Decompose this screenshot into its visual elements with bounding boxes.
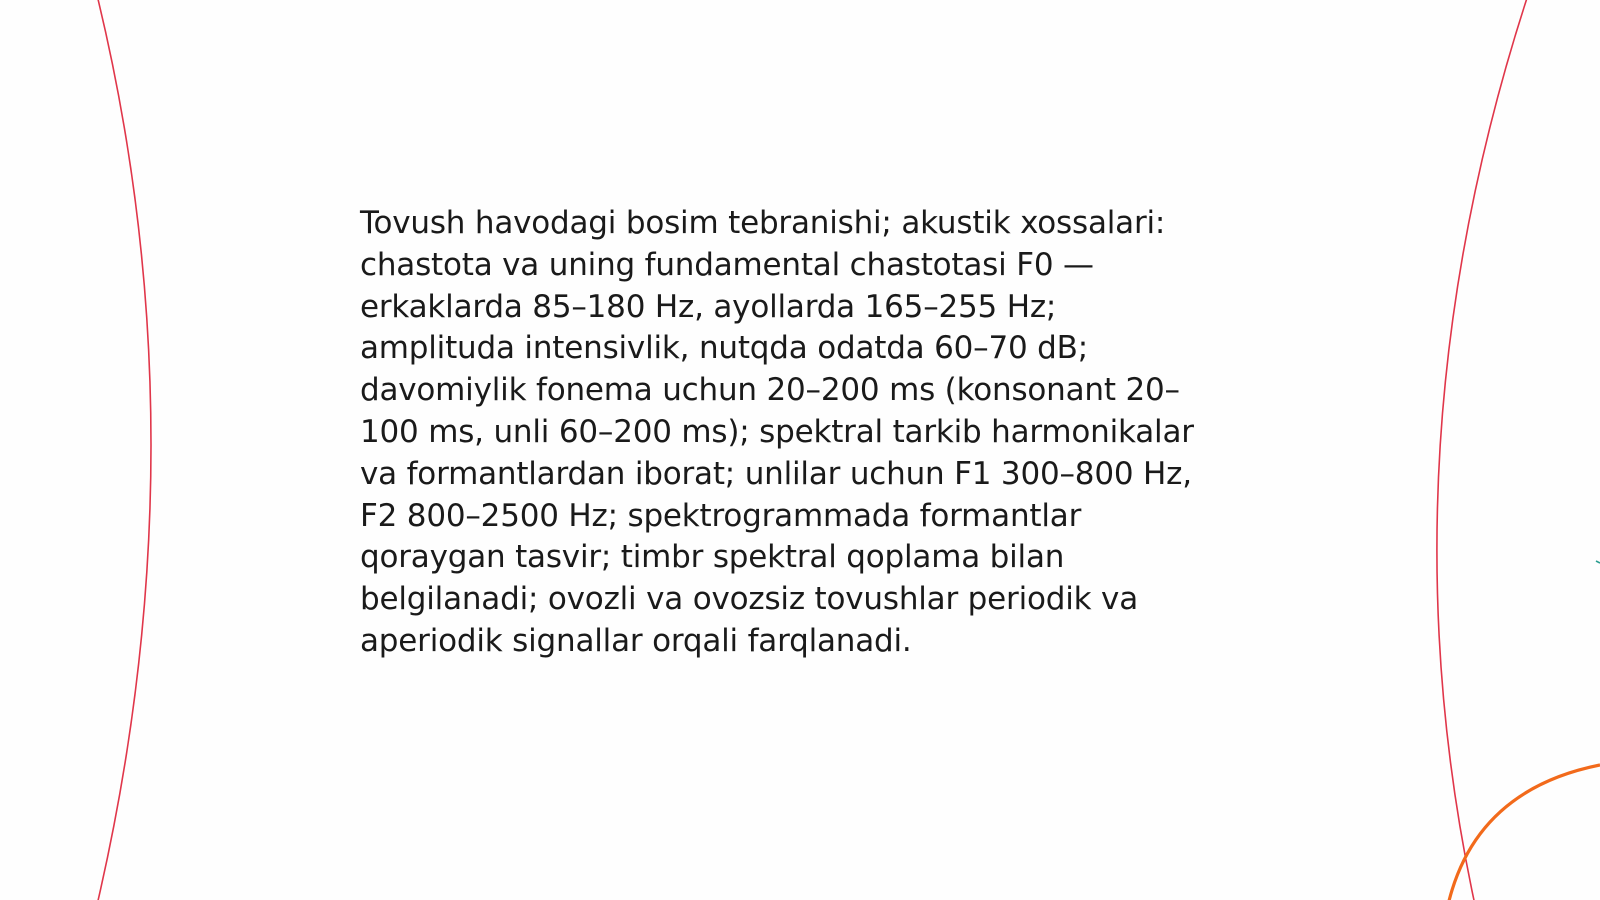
paragraph-line: F2 800–2500 Hz; spektrogrammada formantlar xyxy=(360,497,1082,534)
body-paragraph xyxy=(360,203,1240,663)
paragraph-line: davomiylik fonema uchun 20–200 ms (konsonant 20– xyxy=(360,372,1180,409)
paragraph-line: belgilanadi; ovozli va ovozsiz tovushlar periodik va xyxy=(360,581,1138,618)
paragraph-line: erkaklarda 85–180 Hz, ayollarda 165–255 Hz; xyxy=(360,288,1057,325)
paragraph-line: qoraygan tasvir; timbr spektral qoplama bilan xyxy=(360,539,1065,576)
paragraph-line: Tovush havodagi bosim tebranishi; akustik xossalari: xyxy=(360,205,1166,241)
paragraph-line: chastota va uning fundamental chastotasi F0 — xyxy=(360,246,1094,283)
right-curve xyxy=(1437,0,1528,900)
orange-arc xyxy=(1448,765,1600,900)
paragraph-line: va formantlardan iborat; unlilar uchun F1 300–800 Hz, xyxy=(360,455,1192,492)
paragraph-line: 100 ms, unli 60–200 ms); spektral tarkib harmonikalar xyxy=(360,413,1194,450)
teal-tick xyxy=(1596,561,1600,563)
left-curve xyxy=(97,0,151,900)
paragraph-line: aperiodik signallar orqali farqlanadi. xyxy=(360,622,912,659)
paragraph-line: amplituda intensivlik, nutqda odatda 60–70 dB; xyxy=(360,330,1088,367)
